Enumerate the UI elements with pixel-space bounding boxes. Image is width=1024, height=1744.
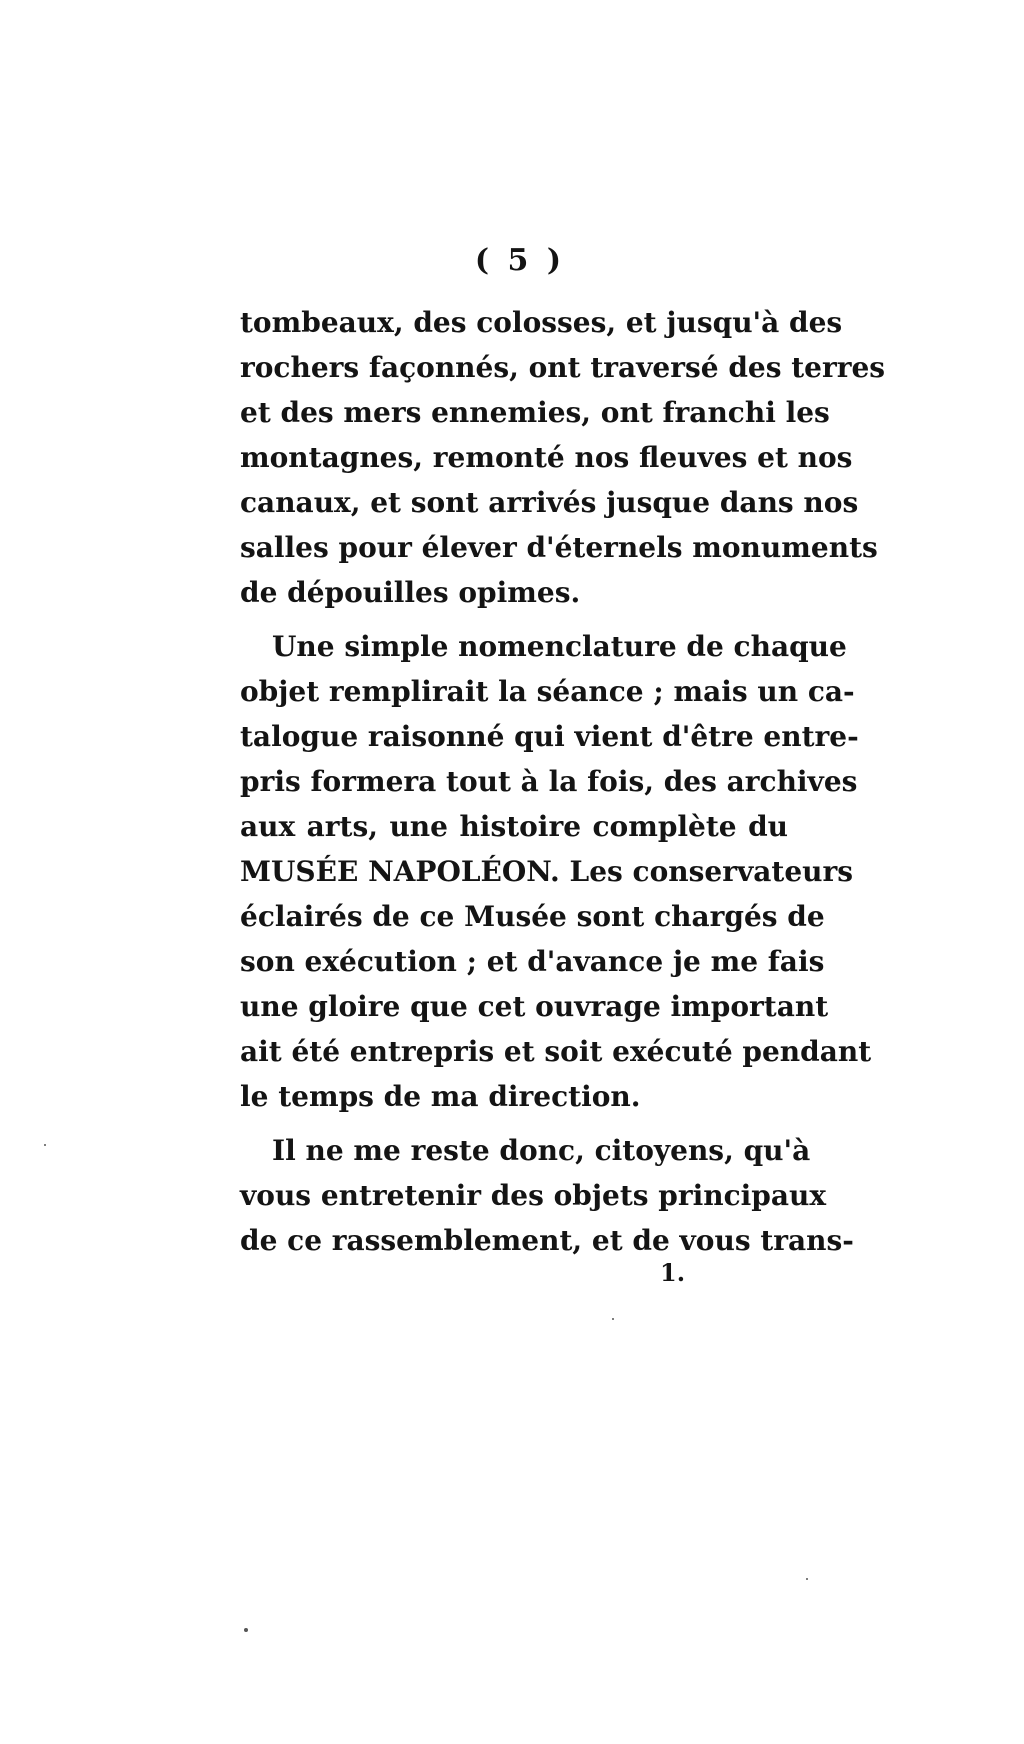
text-line: de ce rassemblement, et de vous trans- [240,1224,854,1257]
paragraph-2 [240,624,872,1119]
text-line: vous entretenir des objets principaux [240,1179,827,1212]
text-line: tombeaux, des colosses, et jusqu'à des [240,306,843,339]
text-line: talogue raisonné qui vient d'être entre- [240,720,859,753]
text-line: et des mers ennemies, ont franchi les [240,396,830,429]
text-line: MUSÉE NAPOLÉON. Les conservateurs [240,855,854,888]
signature-mark: 1. [660,1258,686,1287]
scan-speck [44,1144,46,1146]
text-line: de dépouilles opimes. [240,576,581,609]
text-line: salles pour élever d'éternels monuments [240,531,878,564]
text-line: rochers façonnés, ont traversé des terres [240,351,886,384]
text-line: Il ne me reste donc, citoyens, qu'à [272,1134,811,1167]
text-line: canaux, et sont arrivés jusque dans nos [240,486,859,519]
text-line: pris formera tout à la fois, des archives [240,765,858,798]
text-line: objet remplirait la séance ; mais un ca- [240,675,855,708]
paragraph-gap [240,1119,788,1128]
text-line: ait été entrepris et soit exécuté pendant [240,1035,872,1068]
text-line: éclairés de ce Musée sont chargés de [240,900,825,933]
text-line: Une simple nomenclature de chaque [272,630,847,663]
paragraph-gap [240,615,788,624]
paragraph-3 [240,1128,854,1263]
body-text [240,300,886,1263]
text-line: son exécution ; et d'avance je me fais [240,945,825,978]
page-number: ( 5 ) [474,243,566,278]
scan-speck [806,1578,808,1580]
text-line: montagnes, remonté nos fleuves et nos [240,441,853,474]
scan-speck [612,1318,614,1320]
text-line: une gloire que cet ouvrage important [240,990,829,1023]
paragraph-1 [240,300,886,615]
text-line: aux arts, une histoire complète du [240,810,788,843]
text-line: le temps de ma direction. [240,1080,641,1113]
scan-speck [244,1628,248,1632]
